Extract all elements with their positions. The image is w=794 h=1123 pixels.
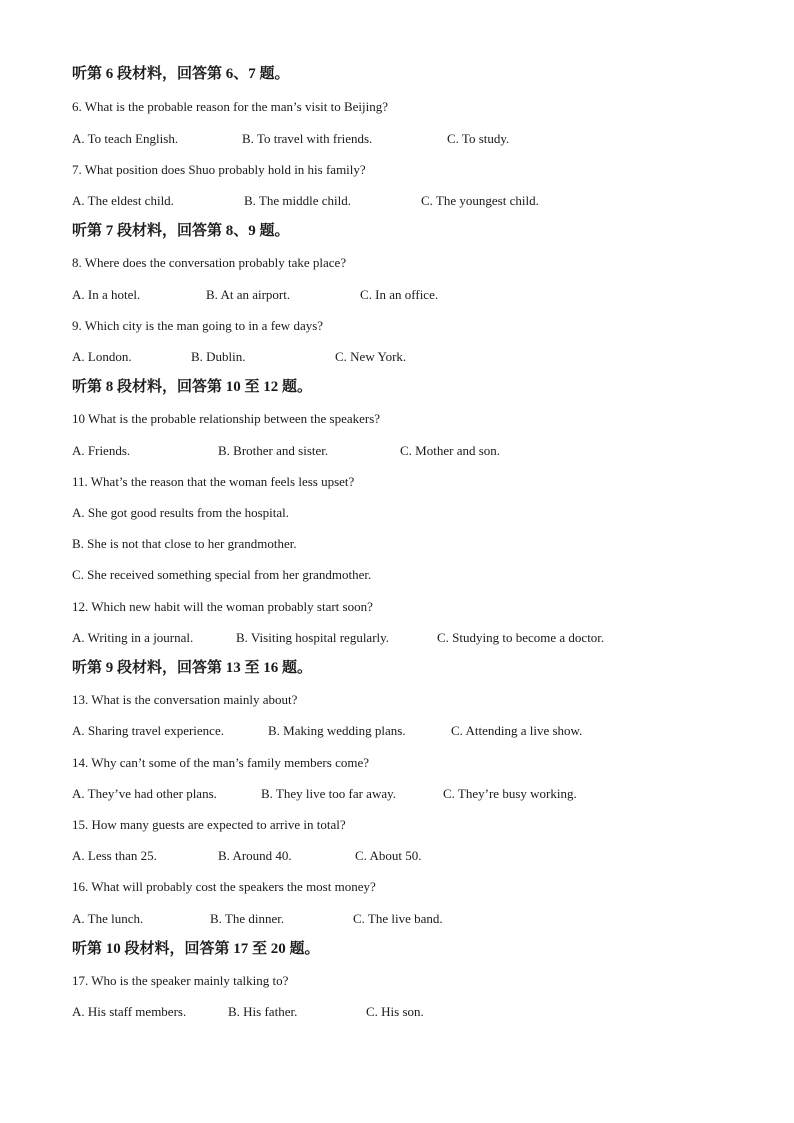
question-16: 16. What will probably cost the speakers the most money?: [72, 879, 376, 894]
section-header: 听第 6 段材料，回答第 6、7 题。: [72, 66, 290, 82]
section-header: 听第 8 段材料，回答第 10 至 12 题。: [72, 379, 313, 395]
option-b: B. To travel with friends.: [242, 131, 373, 146]
option-a: A. London.: [72, 349, 132, 364]
option-b: B. Visiting hospital regularly.: [236, 630, 390, 645]
section-header: 听第 9 段材料，回答第 13 至 16 题。: [72, 660, 313, 676]
option-a: A. They’ve had other plans.: [72, 786, 217, 801]
question-12: 12. Which new habit will the woman probably start soon?: [72, 599, 373, 614]
question-9: 9. Which city is the man going to in a few days?: [72, 318, 324, 333]
option-c: C. His son.: [366, 1004, 424, 1019]
option-c: C. The live band.: [353, 911, 443, 926]
option-a: A. The lunch.: [72, 911, 144, 926]
option-b: B. Brother and sister.: [218, 443, 329, 458]
option-b: B. The dinner.: [210, 911, 285, 926]
option-c: C. She received something special from her grandmother.: [72, 567, 372, 582]
option-c: C. Studying to become a doctor.: [437, 630, 605, 645]
question-11: 11. What’s the reason that the woman feels less upset?: [72, 474, 355, 489]
section-header: 听第 7 段材料，回答第 8、9 题。: [72, 223, 290, 239]
option-b: B. They live too far away.: [261, 786, 397, 801]
option-b: B. She is not that close to her grandmother.: [72, 536, 297, 551]
question-17: 17. Who is the speaker mainly talking to?: [72, 973, 289, 988]
option-a: A. Writing in a journal.: [72, 630, 194, 645]
option-a: A. Sharing travel experience.: [72, 723, 224, 738]
question-10: 10 What is the probable relationship between the speakers?: [72, 411, 381, 426]
option-a: A. His staff members.: [72, 1004, 187, 1019]
question-8: 8. Where does the conversation probably take place?: [72, 255, 347, 270]
option-b: B. Around 40.: [218, 848, 292, 863]
option-a: A. Less than 25.: [72, 848, 157, 863]
option-a: A. The eldest child.: [72, 193, 174, 208]
option-b: B. Making wedding plans.: [268, 723, 406, 738]
option-b: B. The middle child.: [244, 193, 351, 208]
option-a: A. She got good results from the hospital.: [72, 505, 290, 520]
option-c: C. In an office.: [360, 287, 439, 302]
option-a: A. Friends.: [72, 443, 131, 458]
question-13: 13. What is the conversation mainly about?: [72, 692, 298, 707]
option-b: B. At an airport.: [206, 287, 291, 302]
question-14: 14. Why can’t some of the man’s family members come?: [72, 755, 369, 770]
option-b: B. His father.: [228, 1004, 298, 1019]
option-b: B. Dublin.: [191, 349, 246, 364]
option-a: A. In a hotel.: [72, 287, 141, 302]
question-7: 7. What position does Shuo probably hold in his family?: [72, 162, 366, 177]
option-c: C. Attending a live show.: [451, 723, 583, 738]
option-c: C. Mother and son.: [400, 443, 501, 458]
option-a: A. To teach English.: [72, 131, 179, 146]
section-header: 听第 10 段材料，回答第 17 至 20 题。: [72, 941, 320, 957]
question-6: 6. What is the probable reason for the man’s visit to Beijing?: [72, 99, 389, 114]
question-15: 15. How many guests are expected to arrive in total?: [72, 817, 346, 832]
option-c: C. About 50.: [355, 848, 422, 863]
option-c: C. To study.: [447, 131, 510, 146]
option-c: C. New York.: [335, 349, 407, 364]
option-c: C. They’re busy working.: [443, 786, 577, 801]
option-c: C. The youngest child.: [421, 193, 539, 208]
